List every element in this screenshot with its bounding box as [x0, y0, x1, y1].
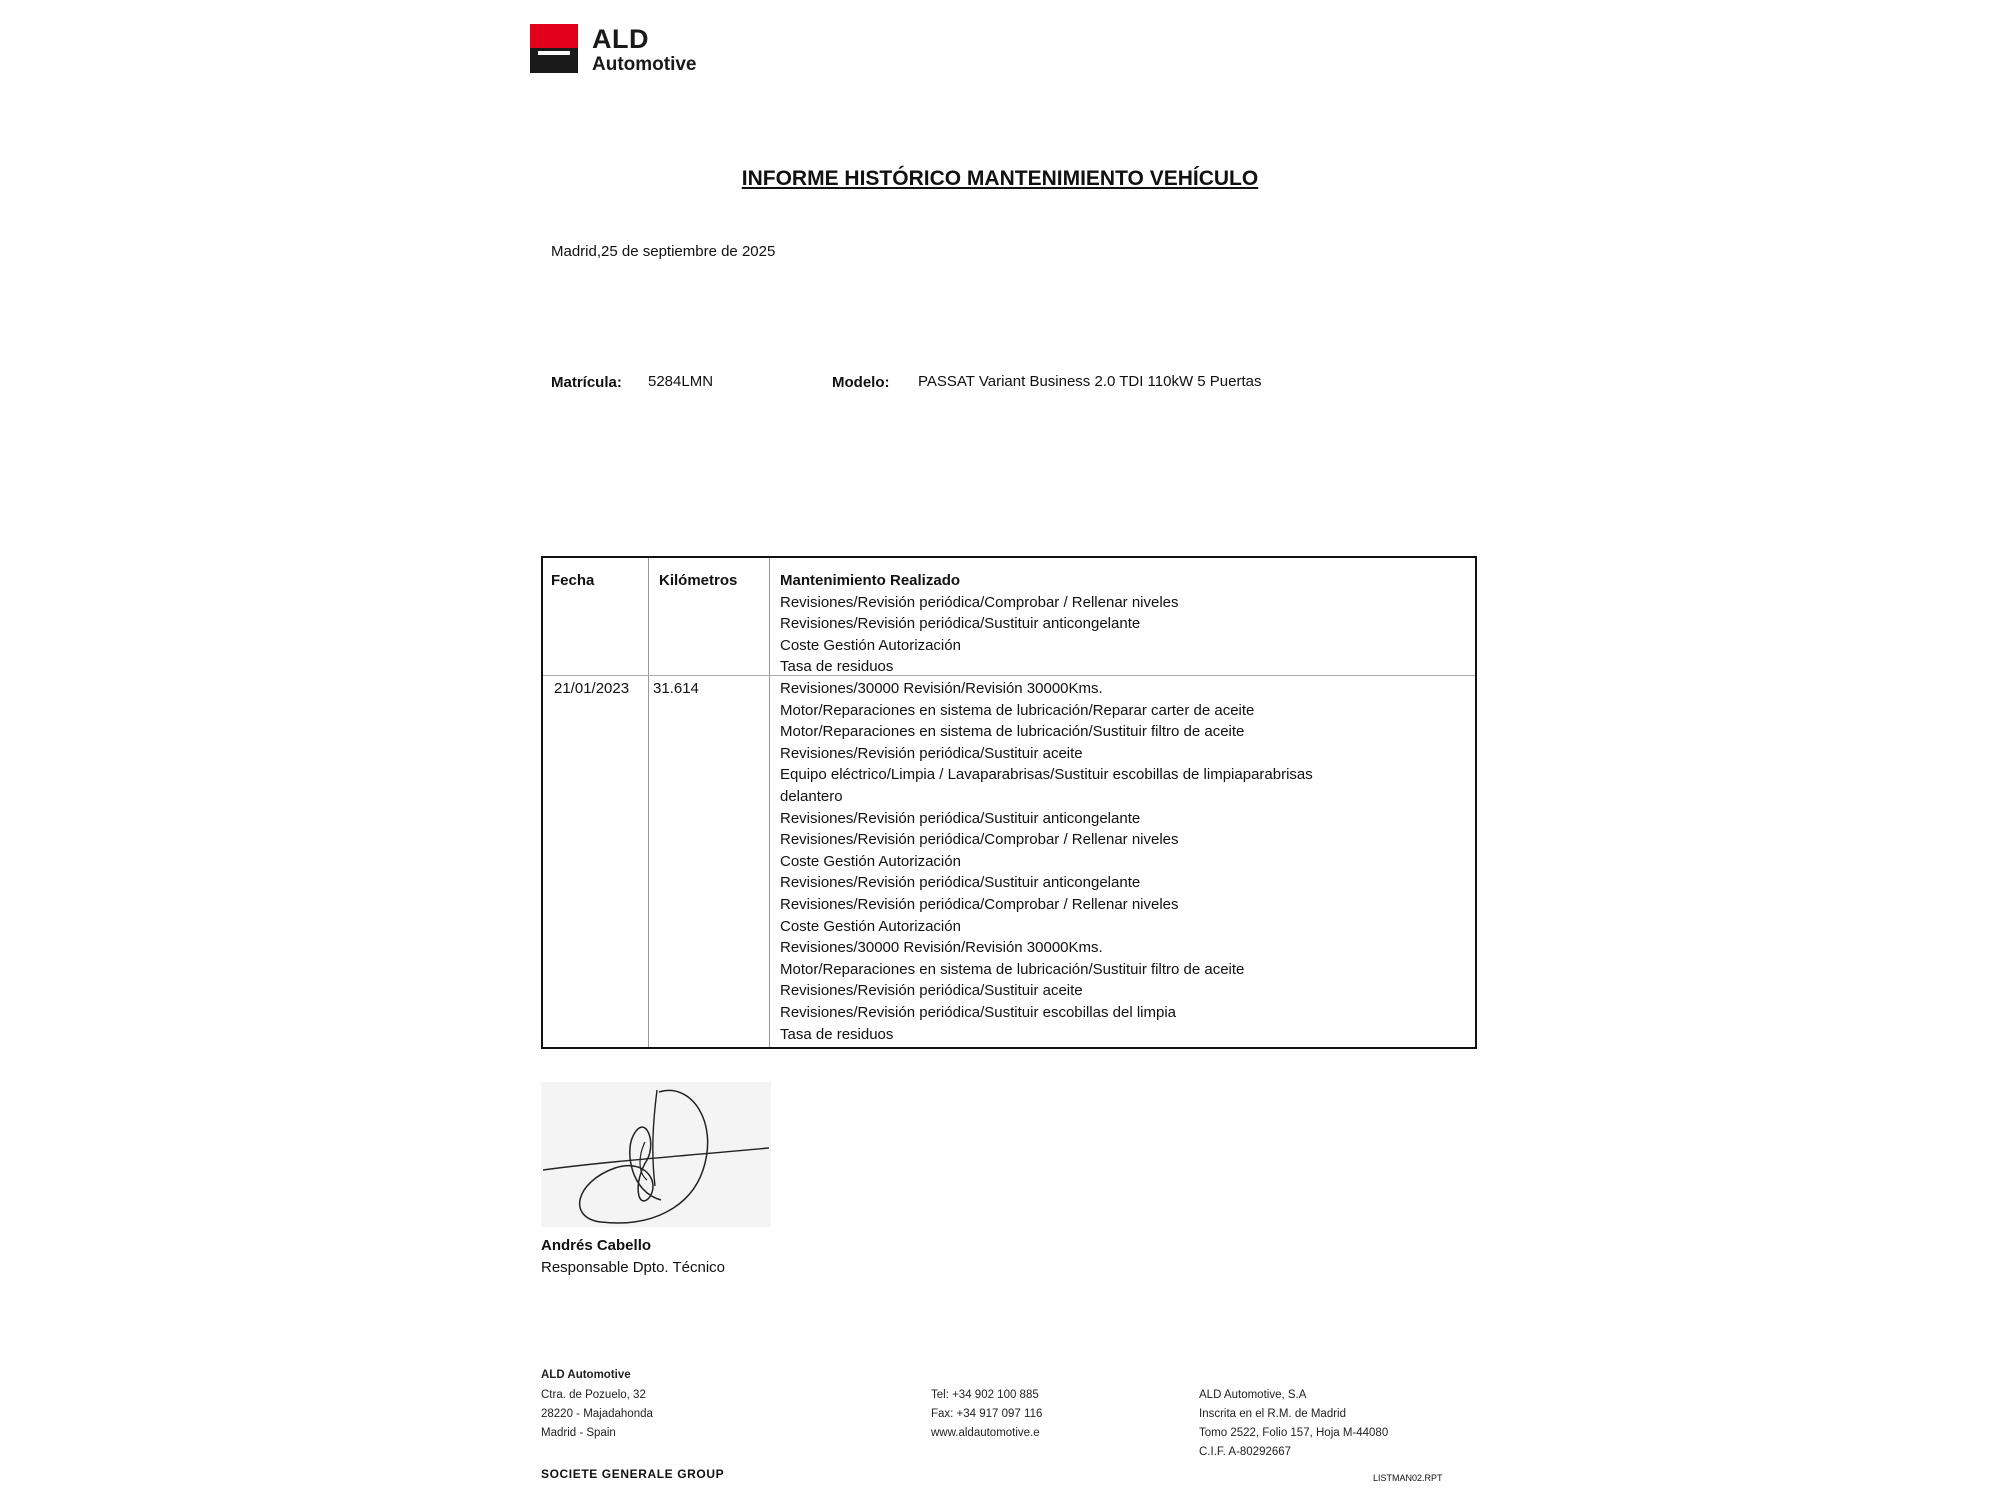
footer-address: [541, 1386, 653, 1443]
work-item: Coste Gestión Autorización: [780, 852, 961, 870]
work-item: Revisiones/Revisión periódica/Sustituir aceite: [780, 744, 1083, 762]
footer-address-line: 28220 - Majadahonda: [541, 1408, 653, 1420]
footer-legal-line: C.I.F. A-80292667: [1199, 1446, 1292, 1458]
document-date: Madrid,25 de septiembre de 2025: [551, 243, 776, 260]
column-divider: [648, 558, 649, 1047]
work-item: delantero: [780, 787, 843, 805]
column-divider: [769, 558, 770, 1047]
ald-automotive-logo: [530, 24, 710, 76]
footer-contact: [931, 1386, 1042, 1443]
work-item: Revisiones/Revisión periódica/Sustituir aceite: [780, 982, 1083, 1000]
work-item: Revisiones/Revisión periódica/Comprobar / Rellenar niveles: [780, 895, 1179, 913]
plate-label: Matrícula:: [551, 374, 622, 391]
work-item: Revisiones/Revisión periódica/Comprobar / Rellenar niveles: [780, 593, 1179, 611]
work-item: Revisiones/Revisión periódica/Sustituir anticongelante: [780, 615, 1141, 633]
work-item: Tasa de residuos: [780, 658, 894, 676]
footer-group-name: SOCIETE GENERALE GROUP: [541, 1467, 725, 1481]
header-date: Fecha: [551, 572, 595, 589]
footer-legal: [1199, 1386, 1388, 1462]
work-item: Revisiones/Revisión periódica/Comprobar / Rellenar niveles: [780, 831, 1179, 849]
work-item: Coste Gestión Autorización: [780, 917, 961, 935]
work-item: Revisiones/30000 Revisión/Revisión 30000Kms.: [780, 939, 1103, 957]
work-item: Tasa de residuos: [780, 1025, 894, 1043]
model-label: Modelo:: [832, 374, 890, 391]
work-item: Motor/Reparaciones en sistema de lubricación/Reparar carter de aceite: [780, 701, 1255, 719]
footer-legal-line: ALD Automotive, S.A: [1199, 1389, 1307, 1401]
footer-address-line: Ctra. de Pozuelo, 32: [541, 1389, 646, 1401]
work-item: Equipo eléctrico/Limpia / Lavaparabrisas/Sustituir escobillas de limpiaparabrisas: [780, 766, 1313, 784]
report-code: LISTMAN02.RPT: [1373, 1473, 1443, 1483]
work-item: Motor/Reparaciones en sistema de lubricación/Sustituir filtro de aceite: [780, 723, 1245, 741]
signer-role: Responsable Dpto. Técnico: [541, 1259, 725, 1276]
header-km: Kilómetros: [659, 572, 738, 589]
header-work: Mantenimiento Realizado: [780, 572, 961, 589]
footer-legal-line: Tomo 2522, Folio 157, Hoja M-44080: [1199, 1427, 1389, 1439]
signer-name: Andrés Cabello: [541, 1237, 652, 1254]
plate-value: 5284LMN: [648, 373, 714, 390]
model-value: PASSAT Variant Business 2.0 TDI 110kW 5 Puertas: [918, 373, 1262, 390]
logo-mark-icon: [530, 24, 578, 73]
footer-phone: Tel: +34 902 100 885: [931, 1389, 1039, 1401]
work-item: Motor/Reparaciones en sistema de lubricación/Sustituir filtro de aceite: [780, 960, 1245, 978]
logo-brand-text: ALD: [592, 24, 649, 54]
row-work-cell: [780, 678, 1313, 1045]
footer-website: www.aldautomotive.e: [931, 1427, 1040, 1439]
footer-company: ALD Automotive: [541, 1369, 631, 1381]
row-date: 21/01/2023: [554, 680, 630, 697]
document-title: INFORME HISTÓRICO MANTENIMIENTO VEHÍCULO: [741, 167, 1259, 190]
signature-image: [541, 1082, 771, 1227]
work-item: Revisiones/30000 Revisión/Revisión 30000Kms.: [780, 680, 1103, 697]
work-item: Coste Gestión Autorización: [780, 636, 961, 654]
work-item: Revisiones/Revisión periódica/Sustituir anticongelante: [780, 874, 1141, 892]
work-item: Revisiones/Revisión periódica/Sustituir anticongelante: [780, 809, 1141, 827]
footer-fax: Fax: +34 917 097 116: [931, 1408, 1043, 1420]
footer-legal-line: Inscrita en el R.M. de Madrid: [1199, 1408, 1347, 1420]
maintenance-table: [541, 556, 1477, 1049]
logo-sub-text: Automotive: [592, 54, 697, 75]
first-work-cell: [780, 570, 1179, 678]
footer-address-line: Madrid - Spain: [541, 1427, 616, 1439]
row-km: 31.614: [653, 680, 699, 697]
work-item: Revisiones/Revisión periódica/Sustituir escobillas del limpia: [780, 1003, 1177, 1021]
